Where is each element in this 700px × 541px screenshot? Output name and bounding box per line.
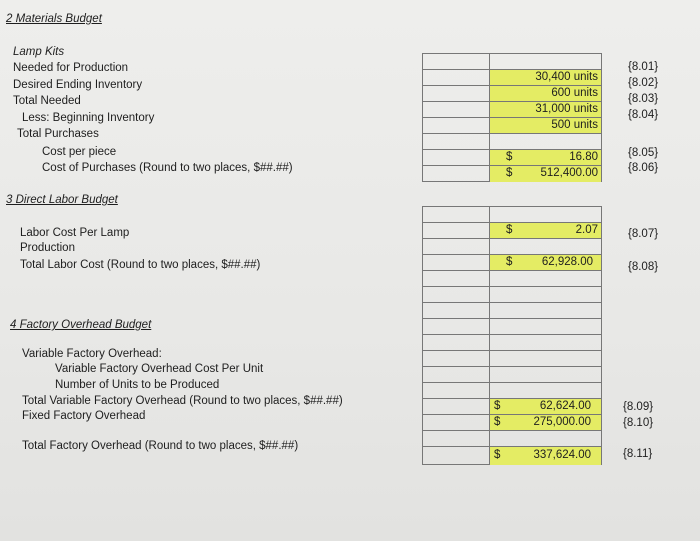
ref-code: {8.07} <box>628 228 659 240</box>
ref-code: {8.04} <box>628 109 659 121</box>
total-needed-value: 31,000 units <box>535 103 598 115</box>
dollar-sign: $ <box>494 400 501 412</box>
dollar-sign: $ <box>494 416 501 428</box>
table-row <box>423 238 601 254</box>
ending-value: 600 units <box>551 87 598 99</box>
dollar-sign: $ <box>506 256 513 268</box>
dollar-sign: $ <box>506 151 513 163</box>
units-produced-label: Number of Units to be Produced <box>55 379 220 391</box>
table-row <box>423 334 601 350</box>
needed-production-label: Needed for Production <box>13 62 129 74</box>
total-purchases-label: Total Purchases <box>17 128 99 140</box>
ref-code: {8.06} <box>628 162 659 174</box>
cost-piece-value: 16.80 <box>569 151 598 163</box>
table-row <box>423 302 601 318</box>
ending-inventory-label: Desired Ending Inventory <box>13 79 143 91</box>
table-row <box>423 286 601 302</box>
ref-code: {8.03} <box>628 93 659 105</box>
total-labor-cell[interactable] <box>489 255 601 271</box>
fixed-overhead-cell[interactable] <box>489 415 601 431</box>
table-row <box>423 398 601 414</box>
total-variable-value: 62,624.00 <box>539 400 591 412</box>
total-overhead-cell[interactable] <box>489 447 601 465</box>
table-row <box>423 430 601 446</box>
ref-code: {8.08} <box>628 261 659 273</box>
table-row <box>423 350 601 366</box>
cost-purchases-cell[interactable] <box>489 166 601 182</box>
table-row <box>423 101 601 117</box>
var-cost-per-unit-label: Variable Factory Overhead Cost Per Unit <box>55 363 264 375</box>
table-row <box>423 206 601 222</box>
labor-cost-cell[interactable] <box>489 223 601 239</box>
total-labor-value: 62,928.00 <box>541 256 593 268</box>
production-label: Production <box>20 242 75 254</box>
dollar-sign: $ <box>506 167 513 179</box>
labor-cost-label: Labor Cost Per Lamp <box>20 227 130 239</box>
ref-code: {8.05} <box>628 147 659 159</box>
table-row <box>423 270 601 286</box>
table-row <box>423 133 601 149</box>
table-row <box>423 149 601 165</box>
materials-grid <box>422 53 602 182</box>
table-row <box>423 53 601 69</box>
table-row <box>423 69 601 85</box>
needed-cell[interactable] <box>489 70 601 86</box>
total-variable-cell[interactable] <box>489 399 601 415</box>
lamp-kits-label: Lamp Kits <box>13 46 65 58</box>
total-overhead-label: Total Factory Overhead (Round to two places, $##.##) <box>22 440 299 452</box>
section-4-title: 4 Factory Overhead Budget <box>10 319 152 331</box>
fixed-overhead-value: 275,000.00 <box>533 416 591 428</box>
beginning-inventory-label: Less: Beginning Inventory <box>22 112 155 124</box>
table-row <box>423 222 601 238</box>
table-row <box>423 318 601 334</box>
table-row <box>423 366 601 382</box>
table-row <box>423 254 601 270</box>
ref-code: {8.09} <box>623 401 654 413</box>
ending-cell[interactable] <box>489 86 601 102</box>
ref-code: {8.11} <box>623 448 653 460</box>
section-2-title: 2 Materials Budget <box>6 13 102 25</box>
dollar-sign: $ <box>506 224 513 236</box>
table-row <box>423 446 601 464</box>
total-needed-cell[interactable] <box>489 102 601 118</box>
table-row <box>423 414 601 430</box>
dollar-sign: $ <box>494 449 501 461</box>
cost-piece-cell[interactable] <box>489 150 601 166</box>
total-labor-label: Total Labor Cost (Round to two places, $##.##) <box>20 259 261 271</box>
cost-purchases-value: 512,400.00 <box>540 167 598 179</box>
ref-code: {8.02} <box>628 77 659 89</box>
ref-code: {8.01} <box>628 61 659 73</box>
total-variable-label: Total Variable Factory Overhead (Round to two places, $##.##) <box>22 395 343 407</box>
variable-overhead-label: Variable Factory Overhead: <box>22 348 162 360</box>
cost-of-purchases-label: Cost of Purchases (Round to two places, $##.##) <box>42 162 293 174</box>
beginning-value: 500 units <box>551 119 598 131</box>
table-row <box>423 382 601 398</box>
ref-code: {8.10} <box>623 417 654 429</box>
table-row <box>423 117 601 133</box>
needed-value: 30,400 units <box>535 71 598 83</box>
table-row <box>423 165 601 182</box>
table-row <box>423 85 601 101</box>
labor-cost-value: 2.07 <box>575 224 598 236</box>
fixed-overhead-label: Fixed Factory Overhead <box>22 410 146 422</box>
cost-per-piece-label: Cost per piece <box>42 146 117 158</box>
labor-overhead-grid <box>422 206 602 465</box>
total-needed-label: Total Needed <box>13 95 81 107</box>
section-3-title: 3 Direct Labor Budget <box>6 194 118 206</box>
beginning-cell[interactable] <box>489 118 601 134</box>
total-overhead-value: 337,624.00 <box>533 449 591 461</box>
